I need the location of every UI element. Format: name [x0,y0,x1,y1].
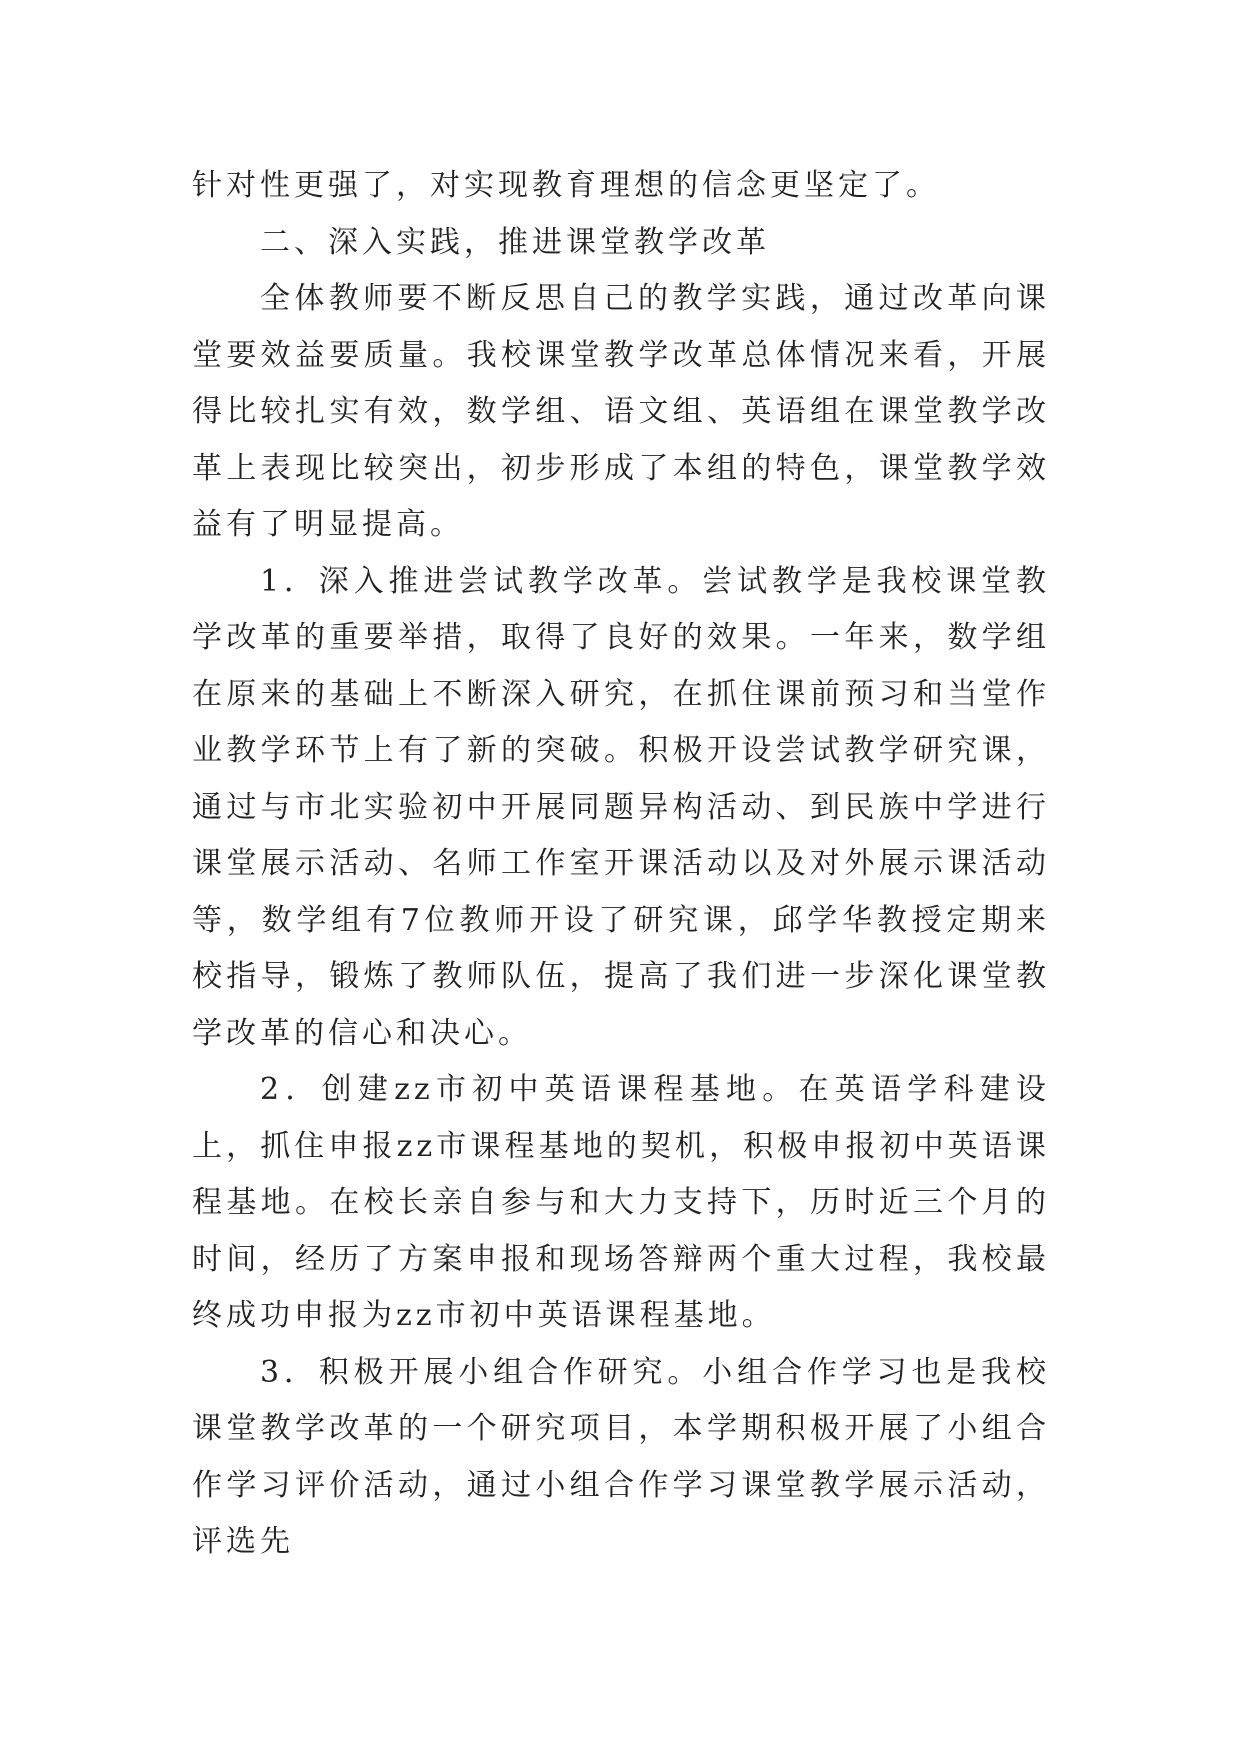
paragraph-continuation: 针对性更强了，对实现教育理想的信念更坚定了。 [192,168,940,203]
paragraph-item-2: 2．创建zz市初中英语课程基地。在英语学科建设上，抓住申报zz市课程基地的契机，积极申报初中英语课程基地。在校长亲自参与和大力支持下，历时近三个月的时间，经历了方案申报和现场答辩两个重大过程，我校最终成功申报为zz市初中英语课程基地。 [192,1072,1050,1333]
paragraph-item-3: 3．积极开展小组合作研究。小组合作学习也是我校课堂教学改革的一个研究项目，本学期积极开展了小组合作学习评价活动，通过小组合作学习课堂教学展示活动，评选先 [192,1354,1050,1559]
paragraph-item-1: 1．深入推进尝试教学改革。尝试教学是我校课堂教学改革的重要举措，取得了良好的效果。一年来，数学组在原来的基础上不断深入研究，在抓住课前预习和当堂作业教学环节上有了新的突破。积极开设尝试教学研究课，通过与市北实验初中开展同题异构活动、到民族中学进行课堂展示活动、名师工作室开课活动以及对外展示课活动等，数学组有7位教师开设了研究课，邱学华教授定期来校指导，锻炼了教师队伍，提高了我们进一步深化课堂教学改革的信心和决心。 [192,563,1050,1051]
paragraph: 全体教师要不断反思自己的教学实践，通过改革向课堂要效益要质量。我校课堂教学改革总体情况来看，开展得比较扎实有效，数学组、语文组、英语组在课堂教学改革上表现比较突出，初步形成了本组的特色，课堂教学效益有了明显提高。 [192,281,1050,542]
section-heading: 二、深入实践，推进课堂教学改革 [260,224,770,260]
document-body [192,158,1050,1571]
